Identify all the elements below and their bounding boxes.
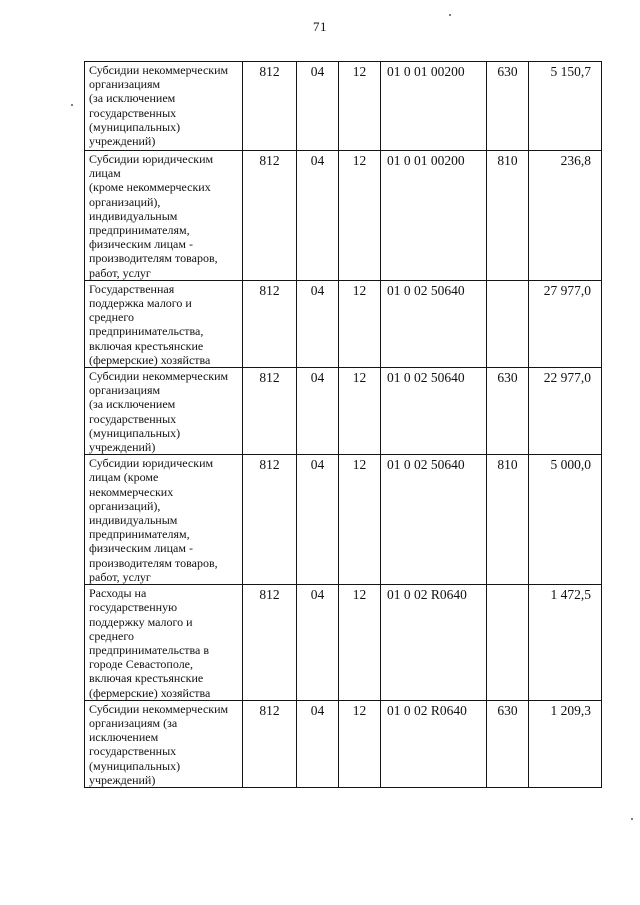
cell-ministry: 812 (243, 585, 297, 701)
cell-expense-type (487, 280, 529, 367)
name-line: учреждений) (89, 772, 156, 787)
name-line: (фермерские) хозяйства (89, 352, 211, 367)
table-body (85, 62, 602, 788)
name-line: (муниципальных) (89, 425, 181, 440)
cell-name (85, 455, 243, 585)
cell-section: 04 (297, 585, 339, 701)
cell-subsection: 12 (339, 455, 381, 585)
name-line: государственную (89, 600, 178, 615)
cell-name (85, 151, 243, 281)
name-line: Субсидии юридическим (89, 152, 214, 166)
cell-ministry: 812 (243, 280, 297, 367)
name-line: работ, услуг (89, 569, 151, 584)
page-number: 71 (313, 19, 327, 34)
name-line: включая крестьянские (89, 671, 204, 686)
name-line: поддержку малого и (89, 614, 193, 629)
name-line: предпринимателям, (89, 527, 190, 542)
name-line: Государственная (89, 281, 175, 296)
cell-amount: 1 209,3 (529, 700, 602, 787)
cell-subsection: 12 (339, 280, 381, 367)
name-line: организациям (за (89, 715, 178, 730)
cell-expense-type: 630 (487, 700, 529, 787)
name-line: государственных (89, 411, 177, 426)
cell-amount: 22 977,0 (529, 368, 602, 455)
name-line: среднего (89, 310, 134, 325)
cell-expense-type (487, 585, 529, 701)
cell-ministry: 812 (243, 700, 297, 787)
cell-ministry: 812 (243, 455, 297, 585)
cell-expense-type: 810 (487, 151, 529, 281)
name-line: среднего (89, 628, 134, 643)
name-line: организациям (89, 383, 161, 398)
name-line: учреждений) (89, 440, 156, 455)
name-line: производителям товаров, (89, 251, 218, 266)
name-line: (за исключением (89, 397, 176, 412)
name-line: предпринимательства, (89, 324, 204, 339)
cell-section: 04 (297, 151, 339, 281)
table-row (85, 62, 602, 151)
cell-target-article: 01 0 01 00200 (381, 62, 487, 151)
name-line: физическим лицам - (89, 541, 193, 556)
cell-subsection: 12 (339, 62, 381, 151)
name-line: государственных (89, 105, 177, 120)
cell-subsection: 12 (339, 151, 381, 281)
name-line: организациям (89, 77, 161, 92)
cell-subsection: 12 (339, 368, 381, 455)
name-line: предпринимателям, (89, 223, 190, 238)
name-line: (муниципальных) (89, 119, 181, 134)
cell-target-article: 01 0 02 R0640 (381, 585, 487, 701)
name-line: производителям товаров, (89, 555, 218, 570)
budget-table (84, 61, 602, 788)
cell-amount: 1 472,5 (529, 585, 602, 701)
name-line: (фермерские) хозяйства (89, 685, 211, 700)
cell-amount: 5 150,7 (529, 62, 602, 151)
cell-expense-type: 630 (487, 368, 529, 455)
cell-amount: 27 977,0 (529, 280, 602, 367)
table-row (85, 151, 602, 281)
name-line: индивидуальным (89, 208, 178, 223)
table-row (85, 455, 602, 585)
name-line: Расходы на (89, 586, 147, 601)
name-line: лицам (кроме (89, 470, 159, 485)
cell-name (85, 62, 243, 151)
name-line: индивидуальным (89, 513, 178, 528)
name-line: учреждений) (89, 134, 156, 149)
cell-name (85, 585, 243, 701)
cell-ministry: 812 (243, 368, 297, 455)
name-line: Субсидии юридическим (89, 456, 214, 471)
cell-target-article: 01 0 02 50640 (381, 455, 487, 585)
name-line: организаций), (89, 194, 161, 209)
cell-section: 04 (297, 62, 339, 151)
name-line: (кроме некоммерческих (89, 180, 211, 195)
table-row (85, 700, 602, 787)
name-line: организаций), (89, 498, 161, 513)
cell-subsection: 12 (339, 700, 381, 787)
cell-expense-type: 810 (487, 455, 529, 585)
cell-subsection: 12 (339, 585, 381, 701)
name-line: (муниципальных) (89, 758, 181, 773)
cell-section: 04 (297, 280, 339, 367)
table-row (85, 368, 602, 455)
name-line: физическим лицам - (89, 237, 193, 252)
name-line: поддержка малого и (89, 296, 192, 311)
name-line: некоммерческих (89, 484, 174, 499)
name-line: Субсидии некоммерческим (89, 701, 229, 716)
cell-ministry: 812 (243, 62, 297, 151)
name-line: лицам (89, 166, 121, 181)
cell-target-article: 01 0 02 50640 (381, 280, 487, 367)
name-line: Субсидии некоммерческим (89, 369, 229, 384)
cell-name (85, 280, 243, 367)
cell-ministry: 812 (243, 151, 297, 281)
name-line: Субсидии некоммерческим (89, 63, 229, 77)
name-line: предпринимательства в (89, 642, 210, 657)
name-line: исключением (89, 730, 159, 745)
cell-amount: 236,8 (529, 151, 602, 281)
cell-name (85, 368, 243, 455)
cell-expense-type: 630 (487, 62, 529, 151)
cell-amount: 5 000,0 (529, 455, 602, 585)
scan-speck (71, 104, 73, 106)
cell-name (85, 700, 243, 787)
cell-section: 04 (297, 700, 339, 787)
scan-speck (631, 818, 633, 820)
table-row (85, 280, 602, 367)
cell-section: 04 (297, 368, 339, 455)
name-line: работ, услуг (89, 265, 151, 280)
cell-target-article: 01 0 02 50640 (381, 368, 487, 455)
cell-target-article: 01 0 02 R0640 (381, 700, 487, 787)
name-line: (за исключением (89, 91, 176, 106)
table-row (85, 585, 602, 701)
name-line: государственных (89, 744, 177, 759)
name-line: городе Севастополе, (89, 657, 194, 672)
scan-speck (449, 14, 451, 16)
name-line: включая крестьянские (89, 338, 204, 353)
cell-section: 04 (297, 455, 339, 585)
cell-target-article: 01 0 01 00200 (381, 151, 487, 281)
